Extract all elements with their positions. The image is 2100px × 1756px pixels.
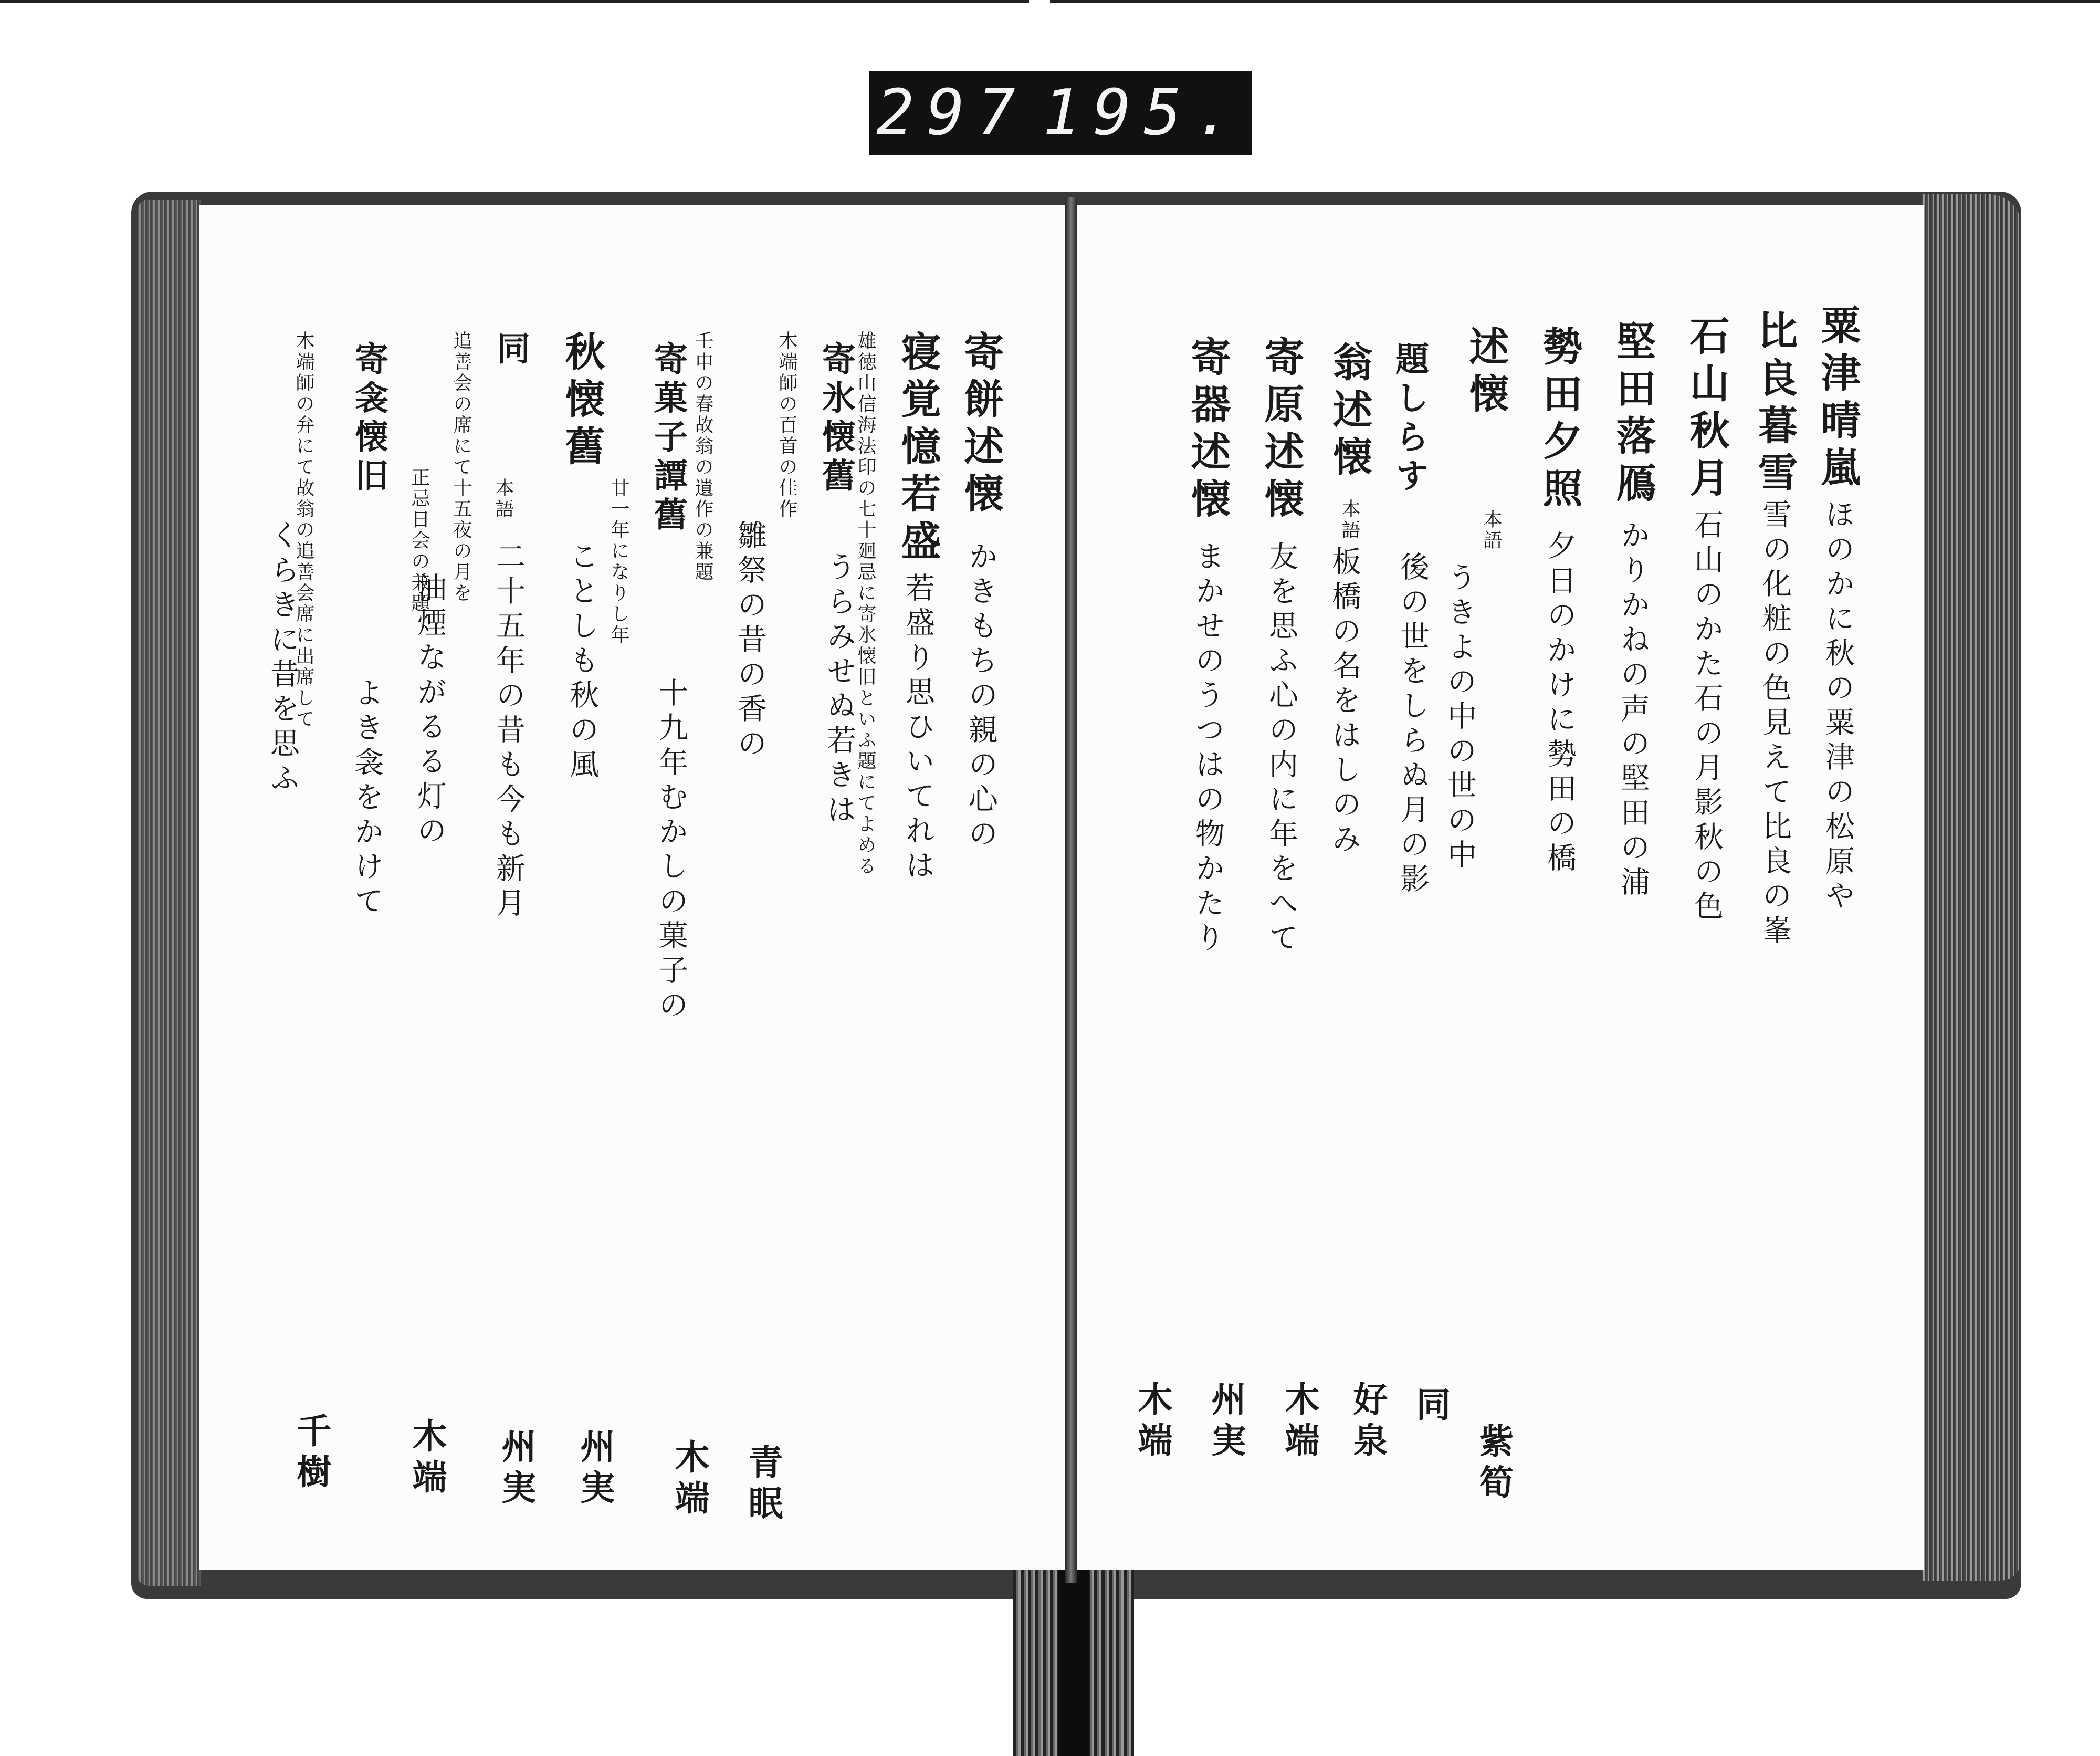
poem-line: 雪の化粧の色見えて比良の峯 (1758, 499, 1792, 949)
poem-line: 後の世をしらぬ月の影 (1395, 551, 1430, 898)
poem-title: 寄原述懐 (1258, 336, 1305, 525)
scan-border-top-right (1050, 0, 2100, 3)
poem-note: 廿一年になりし年 (608, 478, 629, 646)
poem-line: かりかねの声の堅田の浦 (1616, 520, 1650, 901)
poem-note: 壬申の春故翁の遺作の兼題 (692, 331, 713, 583)
poem-line: 若盛り思ひいてれは (901, 572, 935, 884)
right-page (1077, 205, 1924, 1570)
poem-author: 同 (1410, 1386, 1451, 1427)
poem-author: 木端 (1279, 1381, 1320, 1463)
poem-author: 木端 (406, 1418, 447, 1500)
poem-title: 粟津晴嵐 (1814, 305, 1861, 494)
poem-note: 本語 (1339, 499, 1360, 541)
poem-author: 青眠 (742, 1444, 783, 1526)
poem-title: 寄器述懐 (1184, 336, 1231, 525)
poem-title: 秋懐舊 (559, 331, 605, 473)
book-gutter (1065, 197, 1077, 1583)
poem-line: うらみせぬ若きは (822, 551, 856, 829)
poem-line: よき衾をかけて (350, 677, 384, 920)
poem-line: 石山のかた石の月影秋の色 (1689, 509, 1724, 925)
poem-title: 翁述懐 (1326, 341, 1373, 483)
poem-title: 題しらす (1390, 341, 1429, 497)
archive-number-left: 297 (876, 76, 1028, 150)
scan-border-top-left (0, 0, 1029, 3)
poem-title: 述懐 (1463, 326, 1509, 420)
binding-tab (1013, 1570, 1134, 1756)
poem-line: かきもちの親の心の (964, 541, 998, 853)
poem-line: 十九年むかしの菓子の (654, 677, 688, 1024)
book-page-edge-left (138, 200, 201, 1586)
archive-number-plate (869, 71, 1252, 155)
poem-title: 勢田夕照 (1536, 326, 1583, 515)
poem-title: 寄衾懐旧 (349, 341, 388, 497)
poem-author: 州実 (496, 1428, 537, 1510)
poem-line: まかせのうつはの物かたり (1191, 541, 1225, 957)
poem-line: 二十五年の昔も今も新月 (491, 541, 526, 922)
poem-author: 紫筍 (1473, 1423, 1514, 1505)
poem-title: 寄菓子譚舊 (648, 341, 688, 536)
book-page-edge-right (1922, 194, 2021, 1581)
poem-author: 木端 (1132, 1381, 1173, 1463)
poem-author: 州実 (574, 1428, 615, 1510)
poem-author: 木端 (669, 1439, 710, 1521)
poem-title: 石山秋月 (1683, 315, 1730, 504)
poem-author: 州実 (1205, 1381, 1246, 1463)
poem-note: 雄徳山信海法印の七十廻忌に寄氷懐旧といふ題にてよめる (855, 331, 876, 877)
poem-line: ほのかに秋の粟津の松原や (1821, 499, 1855, 915)
archive-number-right: 195. (1042, 76, 1245, 150)
poem-line: 板橋の名をはしのみ (1327, 546, 1361, 858)
poem-line: ことしも秋の風 (565, 541, 599, 783)
poem-title: 比良暮雪 (1751, 310, 1798, 499)
poem-note: 木端師の弁にて故翁の追善会席に出席して (293, 331, 314, 730)
poem-title: 堅田落鴈 (1610, 320, 1656, 509)
poem-title: 寝覚憶若盛 (895, 331, 941, 567)
poem-note: 木端師の百首の佳作 (776, 331, 797, 520)
poem-line: うきよの中の世の中 (1443, 562, 1477, 874)
poem-author: 好泉 (1347, 1381, 1388, 1463)
poem-line: 夕日のかけに勢田の橋 (1542, 530, 1577, 877)
poem-note: 本語 (1480, 509, 1502, 551)
poem-line: 雛祭の昔の香の (733, 520, 767, 762)
poem-note: 追善会の席にて十五夜の月を (450, 331, 472, 604)
poem-author: 千樹 (291, 1413, 332, 1494)
poem-title: 同 (491, 331, 530, 370)
poem-line: 油煙ながるる灯の (413, 572, 447, 850)
poem-title: 寄餅述懐 (958, 331, 1004, 520)
left-page (200, 205, 1065, 1570)
poem-note: 本語 (492, 478, 514, 520)
poem-line: 友を思ふ心の内に年をへて (1264, 541, 1298, 957)
poem-title: 寄氷懐舊 (816, 341, 856, 497)
poem-line: くらきに昔を思ふ (266, 520, 300, 797)
poem-note: 正忌日会の兼題 (408, 467, 430, 614)
